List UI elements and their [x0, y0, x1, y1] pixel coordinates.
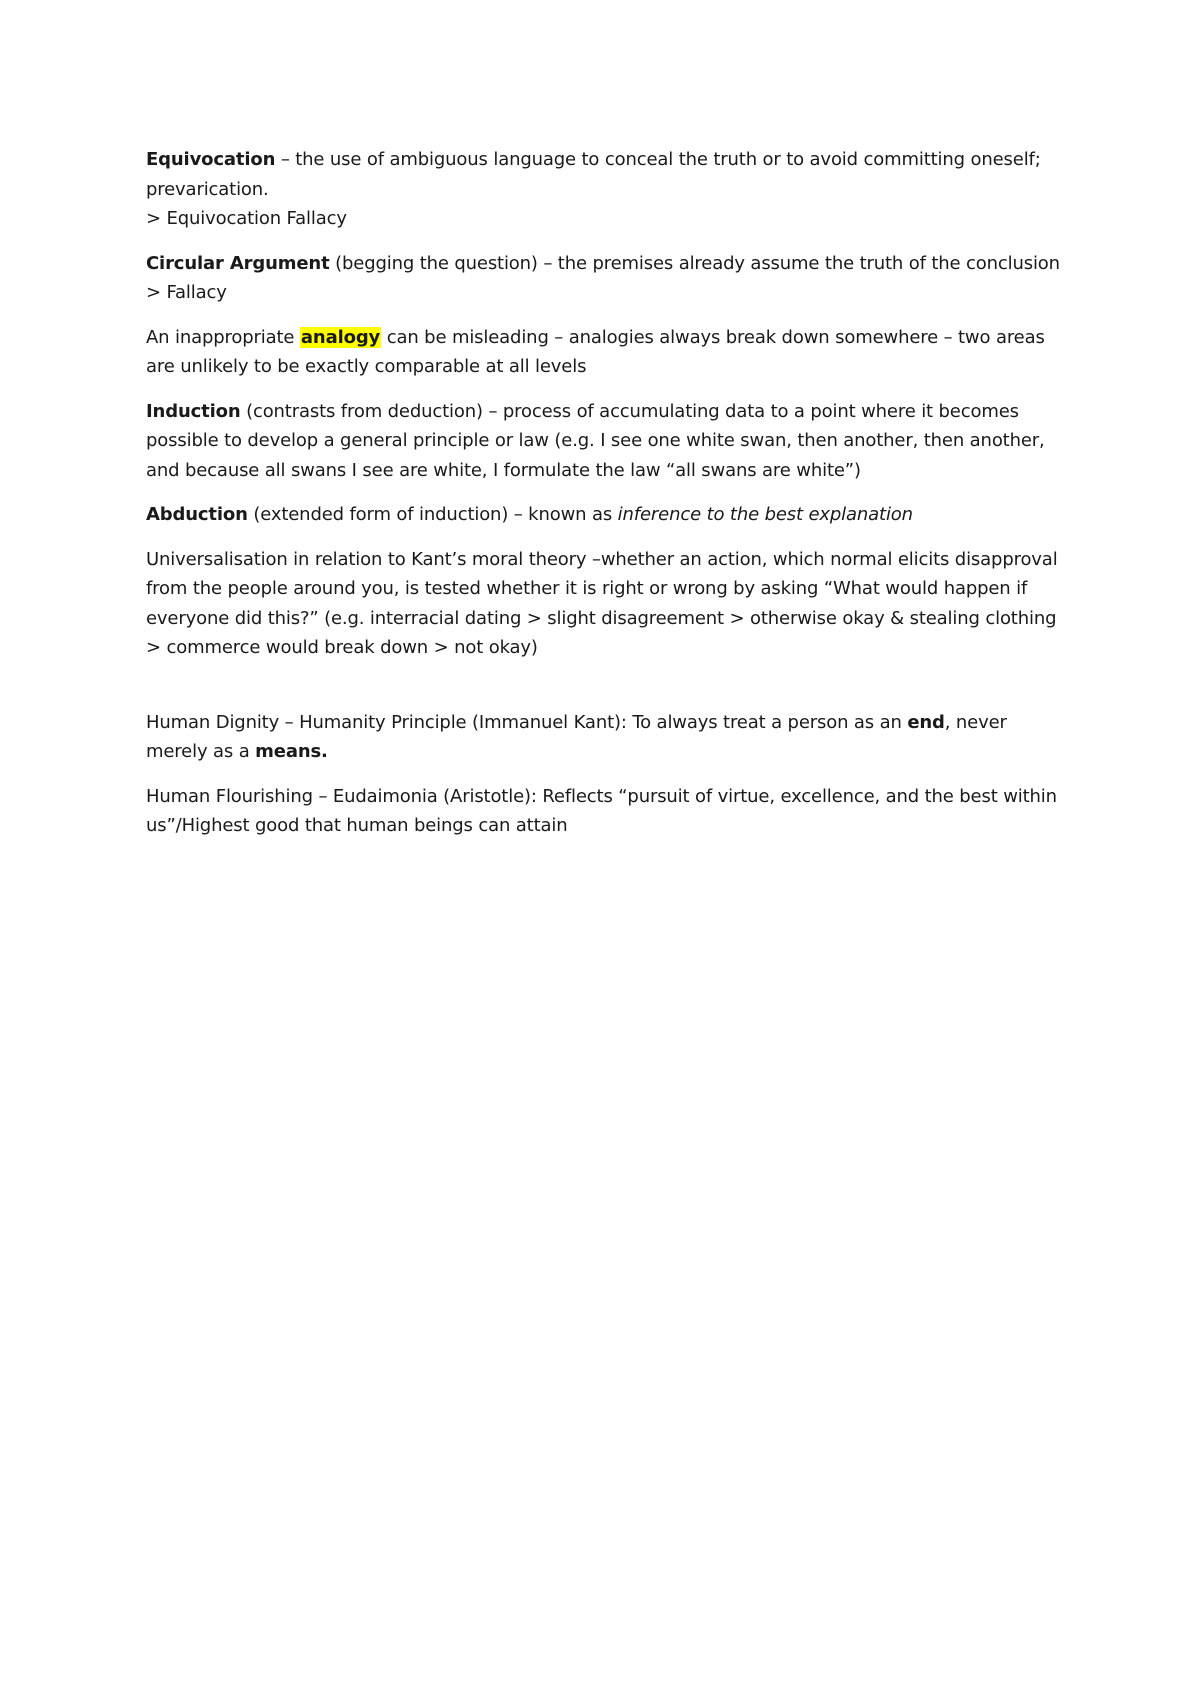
- paragraph-universalisation: [146, 545, 1066, 663]
- paragraph-analogy: [146, 323, 1066, 382]
- paragraph-human-flourishing: [146, 782, 1066, 841]
- term-abduction: Abduction: [146, 504, 248, 525]
- analogy-text-after: can be misleading – analogies always break down somewhere – two areas are unlikely to be exactly comparable at all levels: [146, 326, 1045, 377]
- dignity-bold-means: means: [255, 741, 322, 762]
- definition-equivocation: – the use of ambiguous language to conceal the truth or to avoid committing oneself; prevarication.: [146, 149, 1041, 200]
- paragraph-human-dignity: [146, 708, 1066, 767]
- note-equivocation-fallacy: > Equivocation Fallacy: [146, 208, 347, 229]
- term-induction: Induction: [146, 400, 241, 422]
- paragraph-circular-argument: [146, 249, 1066, 308]
- paragraph-induction: [146, 397, 1066, 486]
- dignity-text-middle: , never merely as a: [146, 711, 1007, 762]
- universalisation-text: Universalisation in relation to Kant’s moral theory –whether an action, which normal elicits disapproval from the people around you, is tested whether it is right or wrong by asking “What would happen if everyone did this?” (e.g. interracial dating > slight disagreement > otherwise okay & stealing clothing > commerce would break down > not okay): [146, 548, 1058, 658]
- document-body: [146, 145, 1066, 856]
- paragraph-equivocation: [146, 145, 1066, 234]
- definition-circular-argument: (begging the question) – the premises already assume the truth of the conclusion: [329, 252, 1060, 274]
- dignity-text-before: Human Dignity – Humanity Principle (Immanuel Kant): To always treat a person as an: [146, 711, 908, 733]
- highlighted-term-analogy: analogy: [300, 326, 381, 348]
- abduction-italic-phrase: inference to the best explanation: [617, 504, 913, 525]
- flourishing-text: Human Flourishing – Eudaimonia (Aristotle): Reflects “pursuit of virtue, excellence, and the best within us”/Highest good that human beings can attain: [146, 785, 1057, 836]
- definition-abduction: (extended form of induction) – known as: [247, 504, 618, 525]
- dignity-text-after: .: [321, 741, 328, 762]
- definition-induction: (contrasts from deduction) – process of accumulating data to a point where it becomes possible to develop a general principle or law (e.g. I see one white swan, then another, then another, and because all swans I see are white, I formulate the law “all swans are white”): [146, 400, 1045, 481]
- term-equivocation: Equivocation: [146, 149, 276, 170]
- dignity-bold-end: end: [907, 711, 945, 733]
- note-fallacy: > Fallacy: [146, 282, 227, 303]
- paragraph-abduction: [146, 500, 1066, 530]
- analogy-text-before: An inappropriate: [146, 326, 300, 348]
- term-circular-argument: Circular Argument: [146, 252, 330, 274]
